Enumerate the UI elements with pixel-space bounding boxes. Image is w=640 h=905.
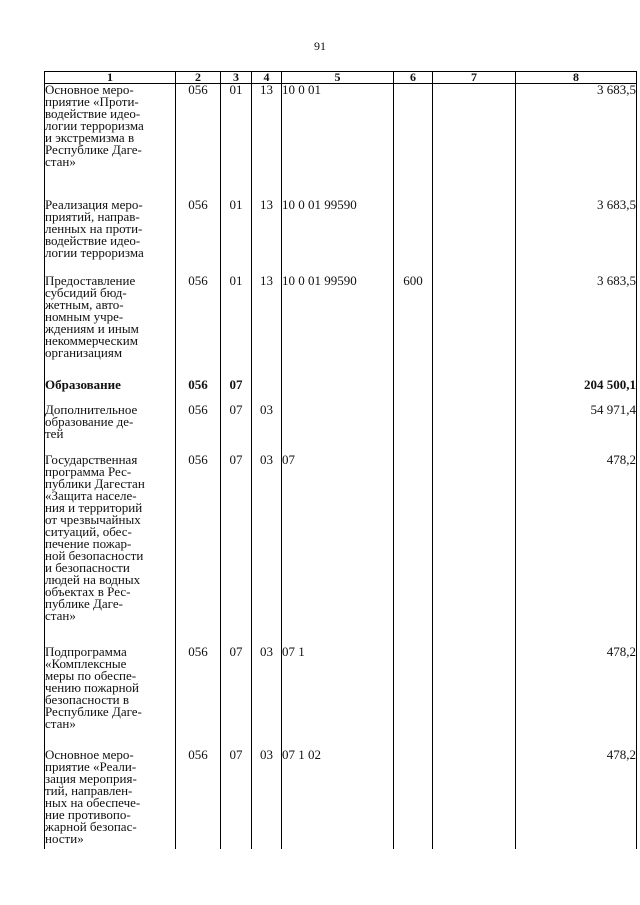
col7-cell [433, 749, 516, 849]
target-article-cell [282, 404, 394, 454]
subsection-cell: 03 [252, 454, 282, 646]
section-code-cell: 056 [176, 404, 221, 454]
amount-cell: 3 683,5 [516, 199, 637, 275]
target-article-cell: 07 1 02 [282, 749, 394, 849]
page-number: 91 [314, 39, 326, 53]
name-cell: Предоставление субсидий бюд- жетным, авто- номным учре- ждениям и иным некоммерческим организациям [45, 275, 176, 379]
expense-type-cell [394, 84, 433, 199]
table-row [45, 404, 637, 454]
header-col-8: 8 [516, 72, 637, 84]
header-col-5: 5 [282, 72, 394, 84]
header-col-1: 1 [45, 72, 176, 84]
section-code-cell: 056 [176, 454, 221, 646]
table-row [45, 454, 637, 646]
target-article-cell: 10 0 01 99590 [282, 275, 394, 379]
col7-cell [433, 404, 516, 454]
subsection-cell: 13 [252, 275, 282, 379]
subsection-cell: 03 [252, 646, 282, 749]
budget-table [44, 71, 637, 849]
chapter-cell: 01 [221, 84, 252, 199]
name-cell: Реализация меро- приятий, направ- ленных на проти- водействие идео- логии терроризма [45, 199, 176, 275]
name-cell: Государственная программа Рес- публики Дагестан «Защита населе- ния и территорий от чрезвычайных ситуаций, обес- печение пожар- ной безопасности и безопасности людей на водных объектах в Рес- публике Даге- стан» [45, 454, 176, 646]
col7-cell [433, 646, 516, 749]
col7-cell [433, 84, 516, 199]
header-col-7: 7 [433, 72, 516, 84]
section-code-cell: 056 [176, 199, 221, 275]
expense-type-cell [394, 404, 433, 454]
target-article-cell: 10 0 01 99590 [282, 199, 394, 275]
table-row [45, 749, 637, 849]
amount-cell: 3 683,5 [516, 84, 637, 199]
name-cell: Подпрограмма «Комплексные меры по обеспе- чению пожарной безопасности в Республике Даге- стан» [45, 646, 176, 749]
chapter-cell: 07 [221, 404, 252, 454]
section-code-cell: 056 [176, 84, 221, 199]
expense-type-cell [394, 646, 433, 749]
chapter-cell: 07 [221, 379, 252, 404]
subsection-cell: 03 [252, 749, 282, 849]
expense-type-cell [394, 379, 433, 404]
subsection-cell: 13 [252, 84, 282, 199]
section-code-cell: 056 [176, 275, 221, 379]
expense-type-cell [394, 749, 433, 849]
header-col-2: 2 [176, 72, 221, 84]
expense-type-cell [394, 454, 433, 646]
expense-type-cell: 600 [394, 275, 433, 379]
table-row [45, 646, 637, 749]
header-col-4: 4 [252, 72, 282, 84]
amount-cell: 478,2 [516, 749, 637, 849]
chapter-cell: 01 [221, 199, 252, 275]
table-row [45, 275, 637, 379]
section-code-cell: 056 [176, 749, 221, 849]
target-article-cell: 07 1 [282, 646, 394, 749]
subsection-cell: 13 [252, 199, 282, 275]
header-col-3: 3 [221, 72, 252, 84]
amount-cell: 54 971,4 [516, 404, 637, 454]
table-row [45, 199, 637, 275]
header-col-6: 6 [394, 72, 433, 84]
section-code-cell: 056 [176, 646, 221, 749]
chapter-cell: 07 [221, 454, 252, 646]
table-body [45, 84, 637, 849]
table-row [45, 379, 637, 404]
target-article-cell: 10 0 01 [282, 84, 394, 199]
name-cell: Основное меро- приятие «Реали- зация мероприя- тий, направлен- ных на обеспече- ние противопо- жарной безопас- ности» [45, 749, 176, 849]
chapter-cell: 01 [221, 275, 252, 379]
col7-cell [433, 454, 516, 646]
amount-cell: 3 683,5 [516, 275, 637, 379]
section-code-cell: 056 [176, 379, 221, 404]
expense-type-cell [394, 199, 433, 275]
name-cell: Основное меро- приятие «Проти- водействие идео- логии терроризма и экстремизма в Республике Даге- стан» [45, 84, 176, 199]
amount-cell: 478,2 [516, 454, 637, 646]
name-cell: Дополнительное образование де- тей [45, 404, 176, 454]
table-row [45, 84, 637, 199]
subsection-cell [252, 379, 282, 404]
target-article-cell [282, 379, 394, 404]
col7-cell [433, 199, 516, 275]
chapter-cell: 07 [221, 646, 252, 749]
subsection-cell: 03 [252, 404, 282, 454]
col7-cell [433, 275, 516, 379]
chapter-cell: 07 [221, 749, 252, 849]
amount-cell: 204 500,1 [516, 379, 637, 404]
target-article-cell: 07 [282, 454, 394, 646]
amount-cell: 478,2 [516, 646, 637, 749]
name-cell: Образование [45, 379, 176, 404]
col7-cell [433, 379, 516, 404]
